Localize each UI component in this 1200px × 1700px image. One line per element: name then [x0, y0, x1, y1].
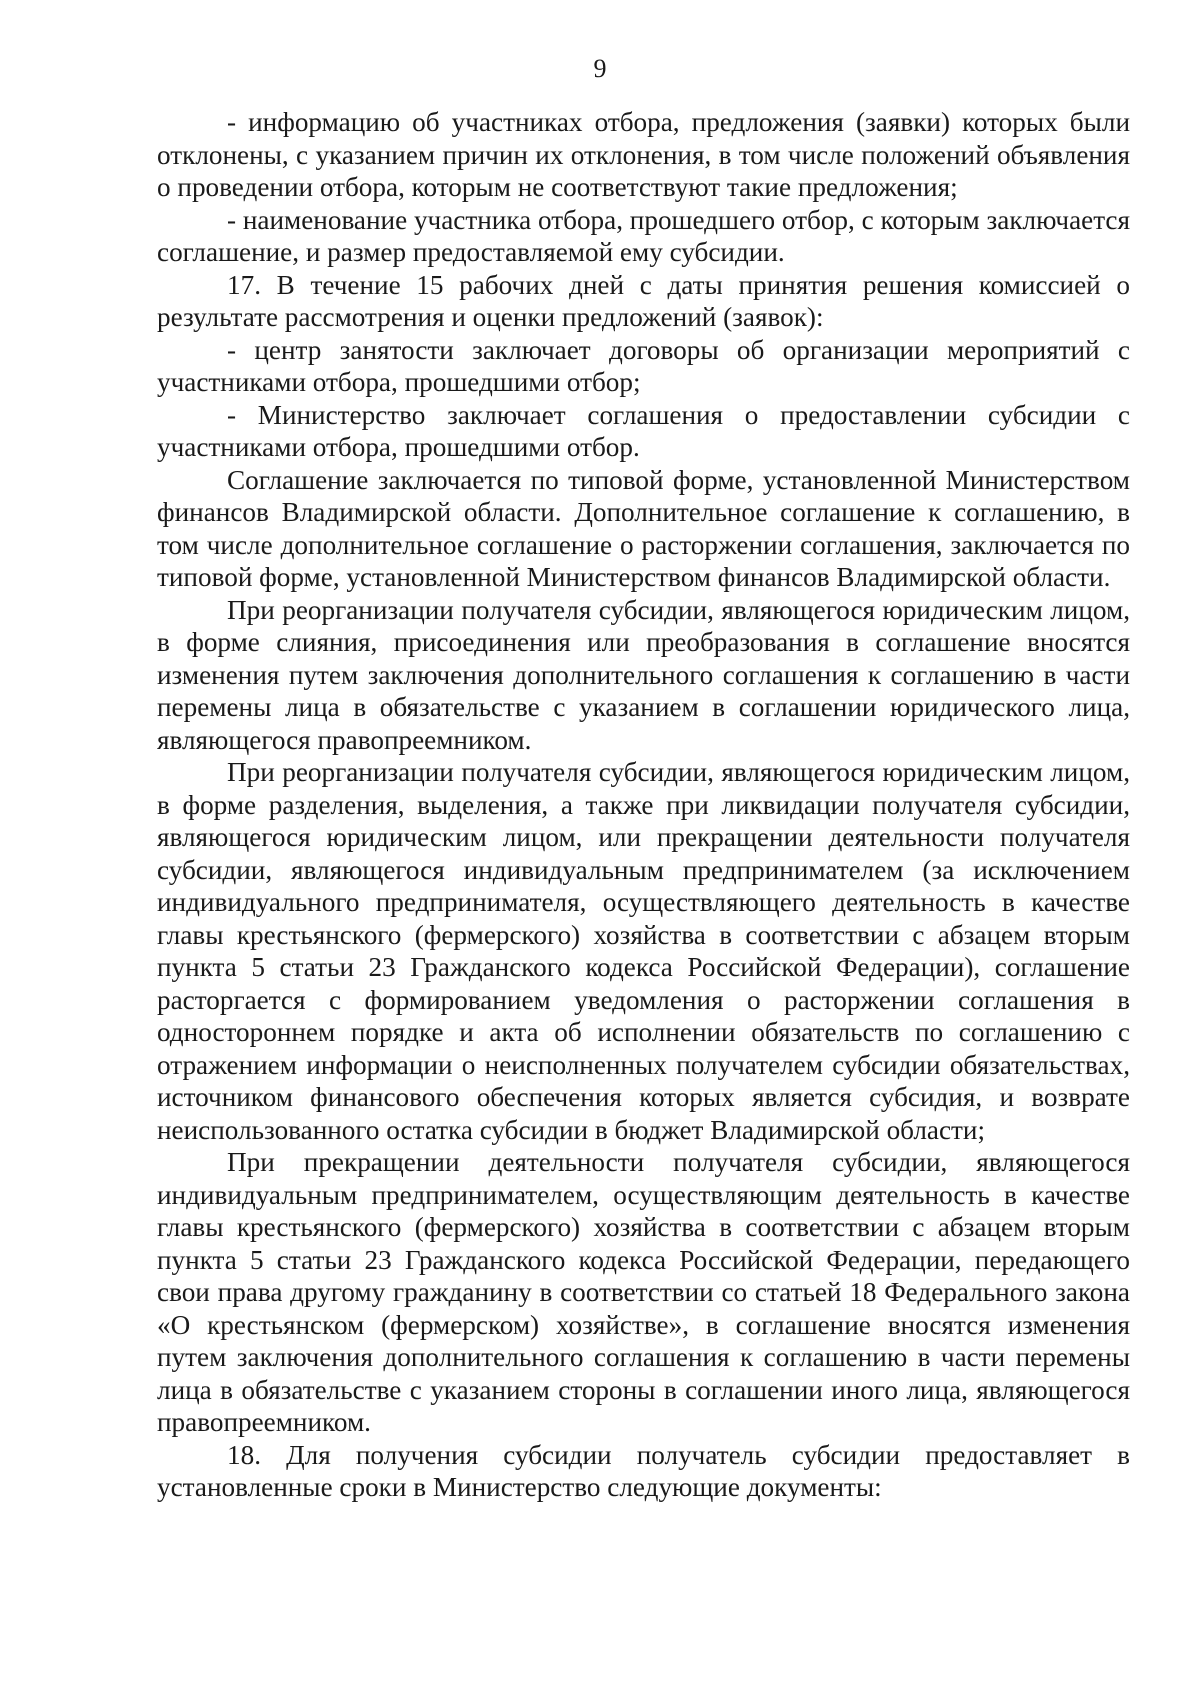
document-body [157, 106, 1130, 1504]
paragraph-rejected-participants: - информацию об участниках отбора, предложения (заявки) которых были отклонены, с указанием причин их отклонения, в том числе положений объявления о проведении отбора, которым не соответствуют такие предложения; [157, 107, 1130, 202]
paragraph-winner-name: - наименование участника отбора, прошедшего отбор, с которым заключается соглашение, и размер предоставляемой ему субсидии. [157, 204, 1130, 267]
paragraph-farm-termination: При прекращении деятельности получателя субсидии, являющегося индивидуальным предпринимателем, осуществляющим деятельность в качестве главы крестьянского (фермерского) хозяйства в соответствии с абзацем вторым пункта 5 статьи 23 Гражданского кодекса Российской Федерации, передающего свои права другому гражданину в соответствии со статьей 18 Федерального закона «О крестьянском (фермерском) хозяйстве», в соглашение вносятся изменения путем заключения дополнительного соглашения к соглашению в части перемены лица в обязательстве с указанием стороны в соглашении иного лица, являющегося правопреемником. [157, 1147, 1130, 1437]
paragraph-employment-center: - центр занятости заключает договоры об организации мероприятий с участниками отбора, прошедшими отбор; [157, 334, 1130, 397]
page-number: 9 [593, 54, 607, 83]
paragraph-agreement-form: Соглашение заключается по типовой форме, установленной Министерством финансов Владимирской области. Дополнительное соглашение к соглашению, в том числе дополнительное соглашение о расторжении соглашения, заключается по типовой форме, установленной Министерством финансов Владимирской области. [157, 464, 1130, 592]
paragraph-reorganization-division: При реорганизации получателя субсидии, являющегося юридическим лицом, в форме разделения, выделения, а также при ликвидации получателя субсидии, являющегося юридическим лицом, или прекращении деятельности получателя субсидии, являющегося индивидуальным предпринимателем (за исключением индивидуального предпринимателя, осуществляющего деятельность в качестве главы крестьянского (фермерского) хозяйства в соответствии с абзацем вторым пункта 5 статьи 23 Гражданского кодекса Российской Федерации), соглашение расторгается с формированием уведомления о расторжении соглашения в одностороннем порядке и акта об исполнении обязательств по соглашению с отражением информации о неисполненных получателем субсидии обязательствах, источником финансового обеспечения которых является субсидия, и возврате неиспользованного остатка субсидии в бюджет Владимирской области; [157, 757, 1130, 1145]
paragraph-clause-18: 18. Для получения субсидии получатель субсидии предоставляет в установленные сроки в Министерство следующие документы: [157, 1439, 1130, 1502]
paragraph-reorganization-merger: При реорганизации получателя субсидии, являющегося юридическим лицом, в форме слияния, присоединения или преобразования в соглашение вносятся изменения путем заключения дополнительного соглашения к соглашению в части перемены лица в обязательстве с указанием в соглашении юридического лица, являющегося правопреемником. [157, 594, 1130, 755]
paragraph-clause-17: 17. В течение 15 рабочих дней с даты принятия решения комиссией о результате рассмотрения и оценки предложений (заявок): [157, 269, 1130, 332]
paragraph-ministry-agreements: - Министерство заключает соглашения о предоставлении субсидии с участниками отбора, прошедшими отбор. [157, 399, 1130, 462]
